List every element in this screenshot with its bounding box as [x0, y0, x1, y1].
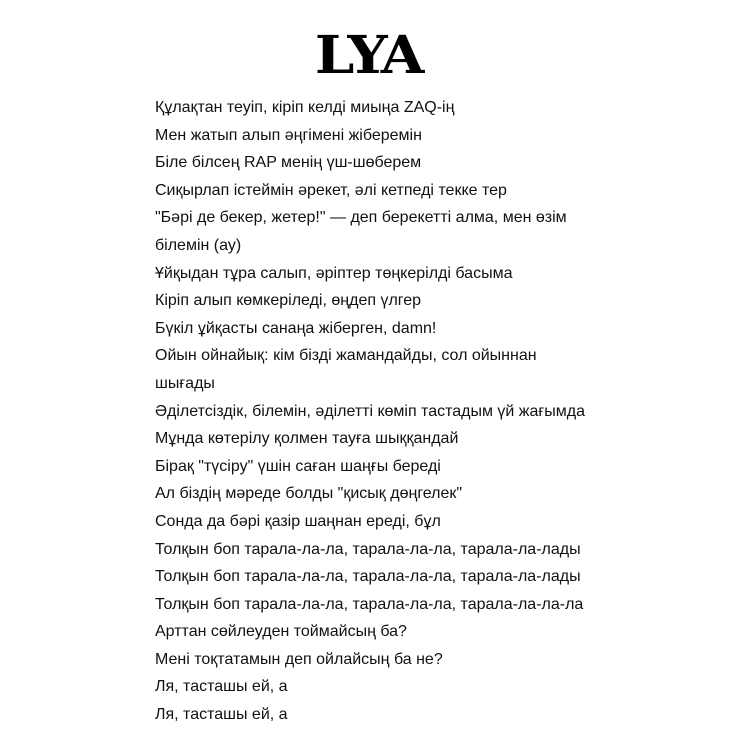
- lyric-line: Мұнда көтерілу қолмен тауға шыққандай: [155, 430, 459, 448]
- lyric-line: Ал біздің мәреде болды "қисық дөңгелек": [155, 485, 463, 503]
- lyric-line: Ля, тасташы ей, а: [155, 678, 288, 696]
- lyrics-list: [155, 94, 730, 729]
- lyric-line: Мен жатып алып әңгімені жіберемін: [155, 126, 422, 144]
- lyric-line: Мені тоқтатамын деп ойлайсың ба не?: [155, 650, 443, 668]
- lyric-line: Ойын ойнайық: кім бізді жамандайды, сол ойыннан: [155, 347, 537, 365]
- lyric-line: "Бәрі де бекер, жетер!" — деп берекетті алма, мен өзім: [155, 209, 567, 227]
- lyric-line: Толқын боп тарала-ла-ла, тарала-ла-ла, тарала-ла-ла-ла: [155, 595, 584, 613]
- song-title: LYA: [314, 25, 422, 86]
- lyric-line: Бірақ "түсіру" үшін саған шаңғы береді: [155, 457, 441, 475]
- lyric-line: Ұйқыдан тұра салып, әріптер төңкерілді басыма: [155, 264, 513, 282]
- lyric-line: шығады: [155, 374, 215, 392]
- lyric-line: Сиқырлап істеймін әрекет, әлі кетпеді текке тер: [155, 181, 507, 199]
- lyric-line: Әділетсіздік, білемін, әділетті көміп тастадым үй жағымда: [155, 402, 585, 420]
- lyric-line: Толқын боп тарала-ла-ла, тарала-ла-ла, тарала-ла-лады: [155, 568, 581, 586]
- lyric-line: Арттан сөйлеуден тоймайсың ба?: [155, 623, 407, 641]
- lyric-line: Біле білсең RAP менің үш-шөберем: [155, 154, 422, 172]
- lyric-line: Ля, тасташы ей, а: [155, 706, 288, 724]
- lyric-line: Кіріп алып көмкеріледі, өңдеп үлгер: [155, 292, 422, 310]
- lyric-line: Сонда да бәрі қазір шаңнан ереді, бұл: [155, 512, 441, 530]
- lyric-line: Құлақтан теуіп, кіріп келді миыңа ZAQ-ің: [155, 99, 455, 116]
- lyric-line: Бүкіл ұйқасты санаңа жіберген, damn!: [155, 319, 437, 337]
- lyric-line: Толқын боп тарала-ла-ла, тарала-ла-ла, тарала-ла-лады: [155, 540, 581, 558]
- lyric-line: білемін (ау): [155, 236, 242, 254]
